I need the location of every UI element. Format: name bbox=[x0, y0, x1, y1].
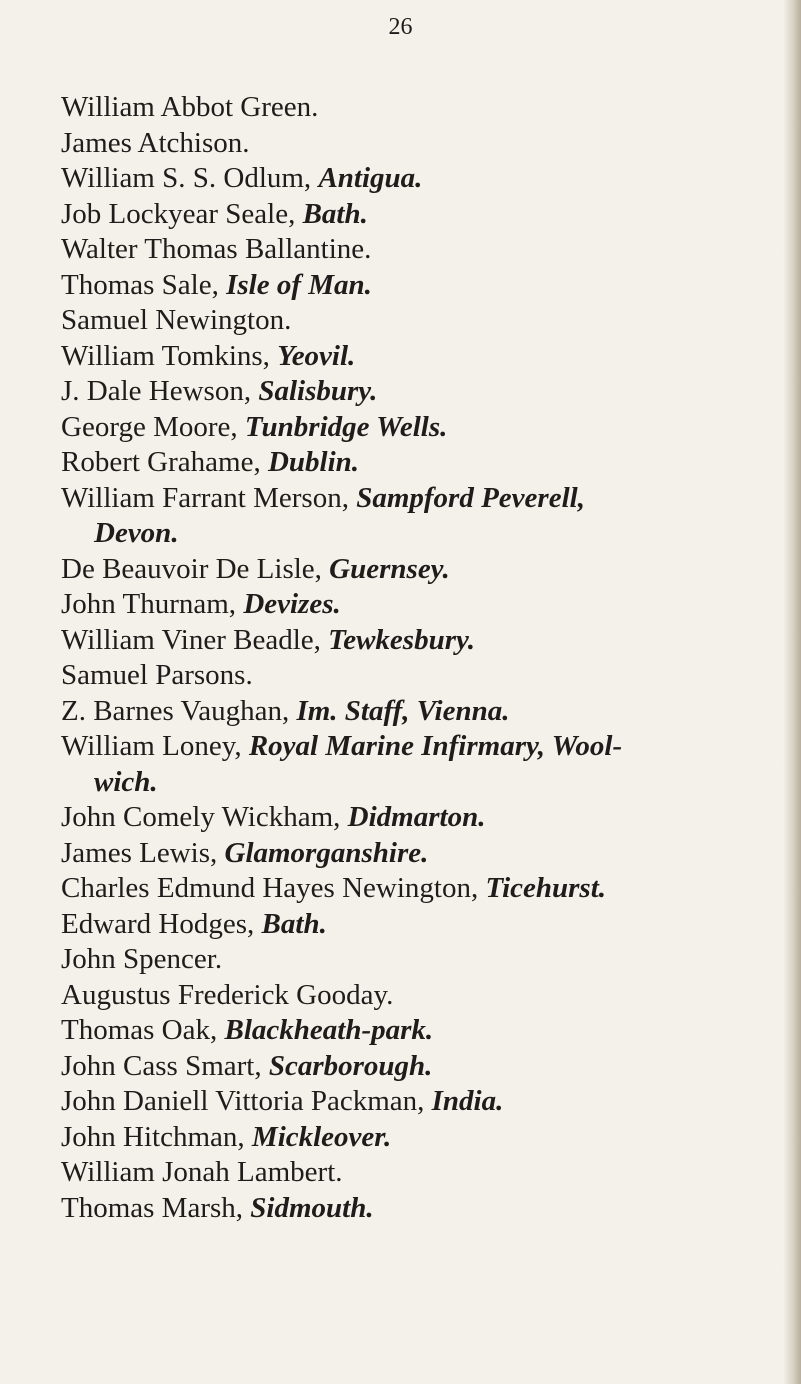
member-list bbox=[61, 90, 781, 1226]
entry-line bbox=[61, 197, 781, 233]
member-place: Tewkesbury. bbox=[328, 623, 476, 656]
member-name: James Lewis, bbox=[61, 836, 225, 869]
entry-line bbox=[61, 1084, 781, 1120]
list-item bbox=[61, 658, 781, 694]
member-name: John Spencer. bbox=[61, 943, 223, 975]
member-place: India. bbox=[431, 1085, 504, 1117]
entry-line bbox=[61, 126, 781, 162]
member-place: Glamorganshire. bbox=[224, 836, 429, 869]
entry-line bbox=[61, 871, 781, 907]
list-item bbox=[61, 303, 781, 339]
member-name: William Loney, bbox=[61, 730, 249, 762]
member-place: Devon. bbox=[94, 517, 179, 549]
list-item bbox=[61, 268, 781, 304]
member-name: Robert Grahame, bbox=[61, 446, 268, 478]
entry-line bbox=[61, 1013, 781, 1049]
member-name: William Tomkins, bbox=[61, 339, 278, 372]
list-item bbox=[61, 197, 781, 233]
member-name: Augustus Frederick Gooday. bbox=[61, 978, 394, 1011]
list-item bbox=[61, 374, 781, 410]
member-name: William S. S. Odlum, bbox=[61, 162, 319, 194]
member-name: Thomas Oak, bbox=[61, 1014, 225, 1046]
member-name: Walter Thomas Ballantine. bbox=[61, 233, 372, 265]
entry-line bbox=[61, 942, 781, 978]
page-edge-shadow bbox=[783, 0, 801, 1384]
member-name: John Thurnam, bbox=[61, 588, 244, 620]
list-item bbox=[61, 232, 781, 268]
list-item bbox=[61, 1155, 781, 1191]
page-number: 26 bbox=[388, 14, 413, 40]
entry-line bbox=[61, 268, 781, 304]
member-name: John Hitchman, bbox=[61, 1120, 252, 1153]
list-item bbox=[61, 126, 781, 162]
member-name: J. Dale Hewson, bbox=[61, 375, 259, 407]
member-name: William Farrant Merson, bbox=[61, 481, 357, 514]
member-place: Bath. bbox=[302, 197, 368, 230]
member-name: John Comely Wickham, bbox=[61, 801, 348, 833]
list-item bbox=[61, 1120, 781, 1156]
list-item bbox=[61, 1084, 781, 1120]
list-item bbox=[61, 481, 781, 552]
member-name: Charles Edmund Hayes Newington, bbox=[61, 872, 486, 904]
member-name: John Cass Smart, bbox=[61, 1049, 269, 1082]
list-item bbox=[61, 90, 781, 126]
list-item bbox=[61, 410, 781, 446]
list-item bbox=[61, 800, 781, 836]
entry-line bbox=[61, 303, 781, 339]
entry-line bbox=[61, 978, 781, 1014]
list-item bbox=[61, 978, 781, 1014]
entry-line bbox=[61, 481, 781, 517]
member-place: Royal Marine Infirmary, Wool- bbox=[248, 730, 623, 762]
entry-line bbox=[61, 1120, 781, 1156]
entry-line bbox=[61, 374, 781, 410]
member-place: Blackheath-park. bbox=[224, 1014, 434, 1046]
member-place: Sidmouth. bbox=[250, 1191, 374, 1224]
member-place: Antigua. bbox=[318, 162, 423, 194]
list-item bbox=[61, 836, 781, 872]
entry-line bbox=[61, 658, 781, 694]
member-name: Job Lockyear Seale, bbox=[61, 197, 303, 230]
entry-line bbox=[61, 836, 781, 872]
member-name: De Beauvoir De Lisle, bbox=[61, 552, 330, 585]
member-place: Scarborough. bbox=[268, 1049, 433, 1082]
entry-line bbox=[61, 729, 781, 765]
list-item bbox=[61, 587, 781, 623]
member-place: Bath. bbox=[261, 907, 327, 940]
member-name: Samuel Newington. bbox=[61, 304, 292, 336]
member-name: Z. Barnes Vaughan, bbox=[61, 694, 297, 727]
member-place: Ticehurst. bbox=[485, 872, 607, 904]
member-place: Salisbury. bbox=[258, 375, 378, 407]
list-item bbox=[61, 1013, 781, 1049]
entry-line bbox=[61, 694, 781, 730]
member-place: Sampford Peverell, bbox=[356, 481, 585, 514]
list-item bbox=[61, 942, 781, 978]
member-place: Mickleover. bbox=[251, 1120, 392, 1153]
list-item bbox=[61, 161, 781, 197]
entry-line bbox=[61, 1155, 781, 1191]
list-item bbox=[61, 1049, 781, 1085]
member-place: Guernsey. bbox=[329, 552, 450, 585]
list-item bbox=[61, 623, 781, 659]
list-item bbox=[61, 907, 781, 943]
entry-line bbox=[61, 232, 781, 268]
entry-line bbox=[61, 800, 781, 836]
entry-continuation-line bbox=[61, 765, 781, 801]
member-name: Thomas Sale, bbox=[61, 268, 227, 301]
entry-line bbox=[61, 445, 781, 481]
entry-line bbox=[61, 907, 781, 943]
list-item bbox=[61, 871, 781, 907]
entry-line bbox=[61, 339, 781, 375]
list-item bbox=[61, 729, 781, 800]
list-item bbox=[61, 1191, 781, 1227]
member-name: Samuel Parsons. bbox=[61, 659, 253, 691]
list-item bbox=[61, 445, 781, 481]
entry-line bbox=[61, 410, 781, 446]
member-name: William Jonah Lambert. bbox=[61, 1156, 343, 1188]
member-place: wich. bbox=[94, 765, 158, 798]
member-place: Im. Staff, Vienna. bbox=[296, 694, 510, 727]
entry-line bbox=[61, 90, 781, 126]
list-item bbox=[61, 694, 781, 730]
member-place: Yeovil. bbox=[277, 339, 356, 372]
entry-line bbox=[61, 1049, 781, 1085]
entry-continuation-line bbox=[61, 516, 781, 552]
member-name: William Abbot Green. bbox=[61, 91, 319, 123]
list-item bbox=[61, 339, 781, 375]
member-place: Dublin. bbox=[267, 446, 360, 478]
entry-line bbox=[61, 552, 781, 588]
member-place: Isle of Man. bbox=[226, 268, 372, 301]
member-name: George Moore, bbox=[61, 410, 245, 443]
member-name: Edward Hodges, bbox=[61, 907, 262, 940]
list-item bbox=[61, 552, 781, 588]
member-place: Devizes. bbox=[243, 588, 341, 620]
member-place: Didmarton. bbox=[347, 801, 486, 833]
entry-line bbox=[61, 623, 781, 659]
entry-line bbox=[61, 161, 781, 197]
member-place: Tunbridge Wells. bbox=[244, 410, 448, 443]
member-name: Thomas Marsh, bbox=[61, 1191, 251, 1224]
member-name: John Daniell Vittoria Packman, bbox=[61, 1085, 432, 1117]
entry-line bbox=[61, 587, 781, 623]
member-name: James Atchison. bbox=[61, 126, 250, 159]
member-name: William Viner Beadle, bbox=[61, 623, 329, 656]
entry-line bbox=[61, 1191, 781, 1227]
